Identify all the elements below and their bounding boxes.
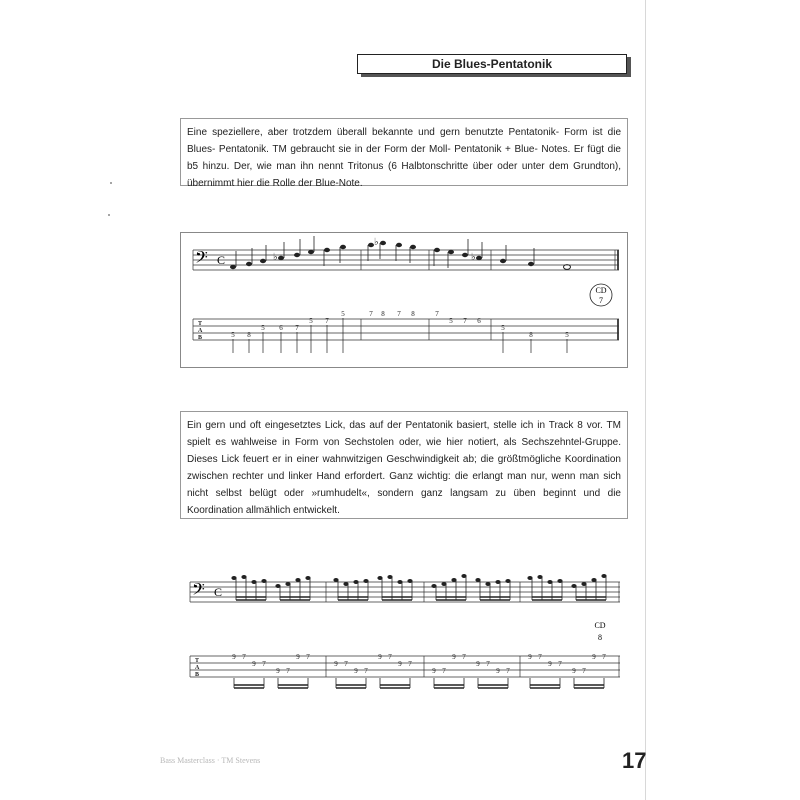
running-title: Bass Masterclass · TM Stevens xyxy=(160,756,261,765)
svg-text:♭: ♭ xyxy=(471,252,476,263)
svg-text:7: 7 xyxy=(486,660,490,668)
svg-text:C: C xyxy=(217,253,226,267)
svg-text:9: 9 xyxy=(398,660,402,668)
svg-text:B: B xyxy=(198,335,203,341)
intro-paragraph: Eine speziellere, aber trotzdem überall bekannte und gern benutzte Pentatonik- Form ist die Blues- Pentatonik. TM gebraucht sie in der Form der Moll- Pentatonik + Blue- Notes. Er fügt die b5 hinzu. Der, wie man ihn nennt Tritonus (6 Halbtonschritte über oder unter dem Grundton), übernimmt hier die Rolle der Blue-Note. xyxy=(180,118,628,186)
page-edge-line xyxy=(645,0,646,800)
svg-text:9: 9 xyxy=(378,653,382,661)
svg-text:5: 5 xyxy=(449,317,453,325)
svg-text:9: 9 xyxy=(452,653,456,661)
svg-text:5: 5 xyxy=(341,310,345,318)
svg-text:9: 9 xyxy=(592,653,596,661)
svg-text:9: 9 xyxy=(276,667,280,675)
svg-text:7: 7 xyxy=(582,667,586,675)
svg-text:7: 7 xyxy=(463,317,467,325)
bass-clef-icon: 𝄢 xyxy=(195,249,208,271)
svg-text:9: 9 xyxy=(548,660,552,668)
svg-text:8: 8 xyxy=(529,331,533,339)
svg-text:B: B xyxy=(195,672,200,678)
svg-text:A: A xyxy=(195,665,200,671)
svg-text:7: 7 xyxy=(602,653,606,661)
svg-text:8: 8 xyxy=(381,310,385,318)
svg-text:9: 9 xyxy=(476,660,480,668)
svg-text:5: 5 xyxy=(309,317,313,325)
svg-text:6: 6 xyxy=(279,324,283,332)
notation-example-1 xyxy=(181,233,627,367)
svg-text:7: 7 xyxy=(538,653,542,661)
svg-text:7: 7 xyxy=(442,667,446,675)
svg-text:5: 5 xyxy=(565,331,569,339)
music-example-2 xyxy=(180,560,628,700)
music-example-1 xyxy=(180,232,628,368)
svg-text:7: 7 xyxy=(558,660,562,668)
svg-text:7: 7 xyxy=(262,660,266,668)
svg-text:A: A xyxy=(198,328,203,334)
notation-example-2 xyxy=(180,560,628,700)
svg-text:9: 9 xyxy=(528,653,532,661)
svg-text:5: 5 xyxy=(231,331,235,339)
margin-mark xyxy=(110,182,112,184)
svg-text:9: 9 xyxy=(496,667,500,675)
svg-text:9: 9 xyxy=(354,667,358,675)
lick-paragraph: Ein gern und oft eingesetztes Lick, das auf der Pentatonik basiert, stelle ich in Track 8 vor. TM spielt es wahlweise in Form von Sechstolen oder, wie hier notiert, als Sechszehntel-Gruppe. Dieses Lick feuert er in einer wahnwitzigen Geschwindigkeit ab; die größtmögliche Koordination zwischen rechter und linker Hand erfordert. Ganz wichtig: die erlangt man nur, wenn man sich nicht selbst belügt oder »rumhudelt«, sondern ganz langsam zu üben beginnt und die Koordination allmählich entwickelt. xyxy=(180,411,628,519)
svg-text:7: 7 xyxy=(435,310,439,318)
margin-mark xyxy=(108,214,110,216)
svg-text:8: 8 xyxy=(247,331,251,339)
svg-text:7: 7 xyxy=(286,667,290,675)
svg-text:♭: ♭ xyxy=(273,252,278,263)
svg-text:9: 9 xyxy=(334,660,338,668)
svg-text:C: C xyxy=(214,585,223,599)
svg-text:7: 7 xyxy=(408,660,412,668)
svg-text:9: 9 xyxy=(296,653,300,661)
svg-text:6: 6 xyxy=(477,317,481,325)
svg-text:7: 7 xyxy=(325,317,329,325)
svg-text:9: 9 xyxy=(572,667,576,675)
svg-text:7: 7 xyxy=(462,653,466,661)
svg-text:5: 5 xyxy=(261,324,265,332)
svg-text:5: 5 xyxy=(501,324,505,332)
svg-text:7: 7 xyxy=(364,667,368,675)
cd-track: 7 xyxy=(599,296,603,305)
svg-text:9: 9 xyxy=(432,667,436,675)
svg-text:7: 7 xyxy=(306,653,310,661)
svg-text:7: 7 xyxy=(295,324,299,332)
cd-label: CD xyxy=(595,286,607,295)
svg-text:7: 7 xyxy=(242,653,246,661)
svg-text:7: 7 xyxy=(388,653,392,661)
svg-text:7: 7 xyxy=(344,660,348,668)
svg-text:9: 9 xyxy=(252,660,256,668)
svg-text:T: T xyxy=(195,658,200,664)
svg-text:9: 9 xyxy=(232,653,236,661)
page-number: 17 xyxy=(622,748,647,773)
svg-text:♭: ♭ xyxy=(374,237,379,248)
cd-track: 8 xyxy=(598,633,602,642)
svg-text:7: 7 xyxy=(397,310,401,318)
svg-text:7: 7 xyxy=(369,310,373,318)
bass-clef-icon: 𝄢 xyxy=(192,581,205,603)
svg-text:7: 7 xyxy=(506,667,510,675)
svg-text:8: 8 xyxy=(411,310,415,318)
section-title: Die Blues-Pentatonik xyxy=(357,54,627,74)
svg-text:T: T xyxy=(198,321,203,327)
cd-label: CD xyxy=(594,621,606,630)
